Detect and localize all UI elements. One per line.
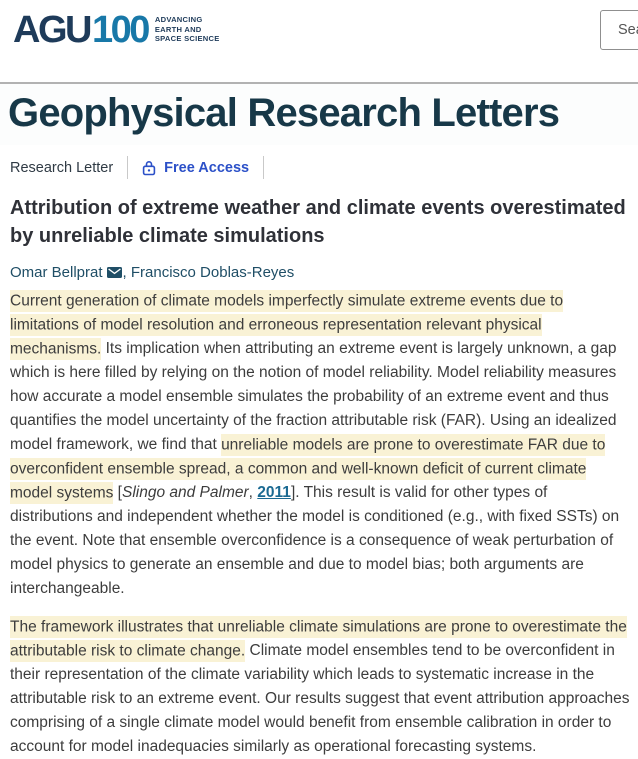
journal-banner bbox=[0, 84, 638, 145]
journal-title[interactable]: Geophysical Research Letters bbox=[8, 91, 560, 135]
citation-year-link[interactable]: 2011 bbox=[257, 484, 291, 501]
highlighted-text: The framework illustrates that unreliable climate simulations are prone to overestimate the attributable risk to climate change. bbox=[10, 616, 627, 662]
abstract-text: Climate model ensembles tend to be overconfident in their representation of the climate variability which leads to systematic increase in the attributable risk to an extreme event. Our results suggest that event attribution approaches comprising of a single climate model would benefit from ensemble calibration in order to account for model inadequacies similarly as operational forecasting systems. bbox=[10, 642, 630, 755]
abstract bbox=[10, 289, 630, 759]
abstract-paragraph-1 bbox=[10, 289, 630, 601]
site-header bbox=[0, 0, 638, 82]
abstract-text: , bbox=[248, 484, 258, 501]
agu-logo-100: 100 bbox=[91, 9, 148, 51]
abstract-text: ]. This result is valid for other types of distributions and independent whether the model is conditioned (e.g., with fixed SSTs) on the event. Note that ensemble overconfidence is a consequence of weak perturbation of model physics to generate an ensemble and due to model bias; both arguments are interchangeable. bbox=[10, 484, 620, 597]
abstract-text: Its implication when attributing an extreme event is largely unknown, a gap which is here filled by relying on the notion of model reliability. Model reliability measures how accurate a model ensemble simulates the probability of an extreme event and thus quantifies the model uncertainty of the fraction attributable risk (FAR). Using an idealized model framework, we find that bbox=[10, 340, 617, 453]
author-omar-bellprat[interactable]: Omar Bellprat bbox=[10, 264, 103, 281]
lock-icon bbox=[142, 160, 156, 176]
free-access-label: Free Access bbox=[164, 159, 250, 176]
agu-logo[interactable] bbox=[13, 9, 220, 51]
article-meta-row bbox=[10, 156, 628, 179]
abstract-paragraph-2 bbox=[10, 615, 630, 759]
tagline-line: SPACE SCIENCE bbox=[154, 34, 220, 43]
tagline-line: EARTH AND bbox=[154, 24, 202, 34]
article-type-label: Research Letter bbox=[10, 159, 114, 176]
author-list bbox=[10, 264, 628, 282]
article-title: Attribution of extreme weather and climate events overestimated by unreliable climate simulations bbox=[10, 197, 626, 247]
highlighted-text: unreliable models are prone to overestimate FAR due to overconfident ensemble spread, a common and well-known deficit of current climate model systems bbox=[10, 434, 605, 504]
divider bbox=[263, 156, 264, 179]
citation-authors: Slingo and Palmer bbox=[122, 484, 249, 501]
agu-logo-tagline bbox=[155, 15, 220, 44]
abstract-text: [ bbox=[113, 484, 122, 501]
search-input[interactable] bbox=[600, 10, 638, 50]
email-icon[interactable] bbox=[107, 265, 122, 282]
free-access-badge bbox=[142, 160, 249, 176]
author-separator: , bbox=[122, 264, 131, 281]
divider bbox=[127, 156, 128, 179]
tagline-line: ADVANCING bbox=[154, 15, 203, 24]
author-francisco-doblas-reyes[interactable]: Francisco Doblas-Reyes bbox=[130, 264, 295, 281]
agu-logo-text: AGU bbox=[13, 9, 90, 51]
highlighted-text: Current generation of climate models imperfectly simulate extreme events due to limitations of model resolution and erroneous representation relevant physical mechanisms. bbox=[10, 290, 563, 360]
